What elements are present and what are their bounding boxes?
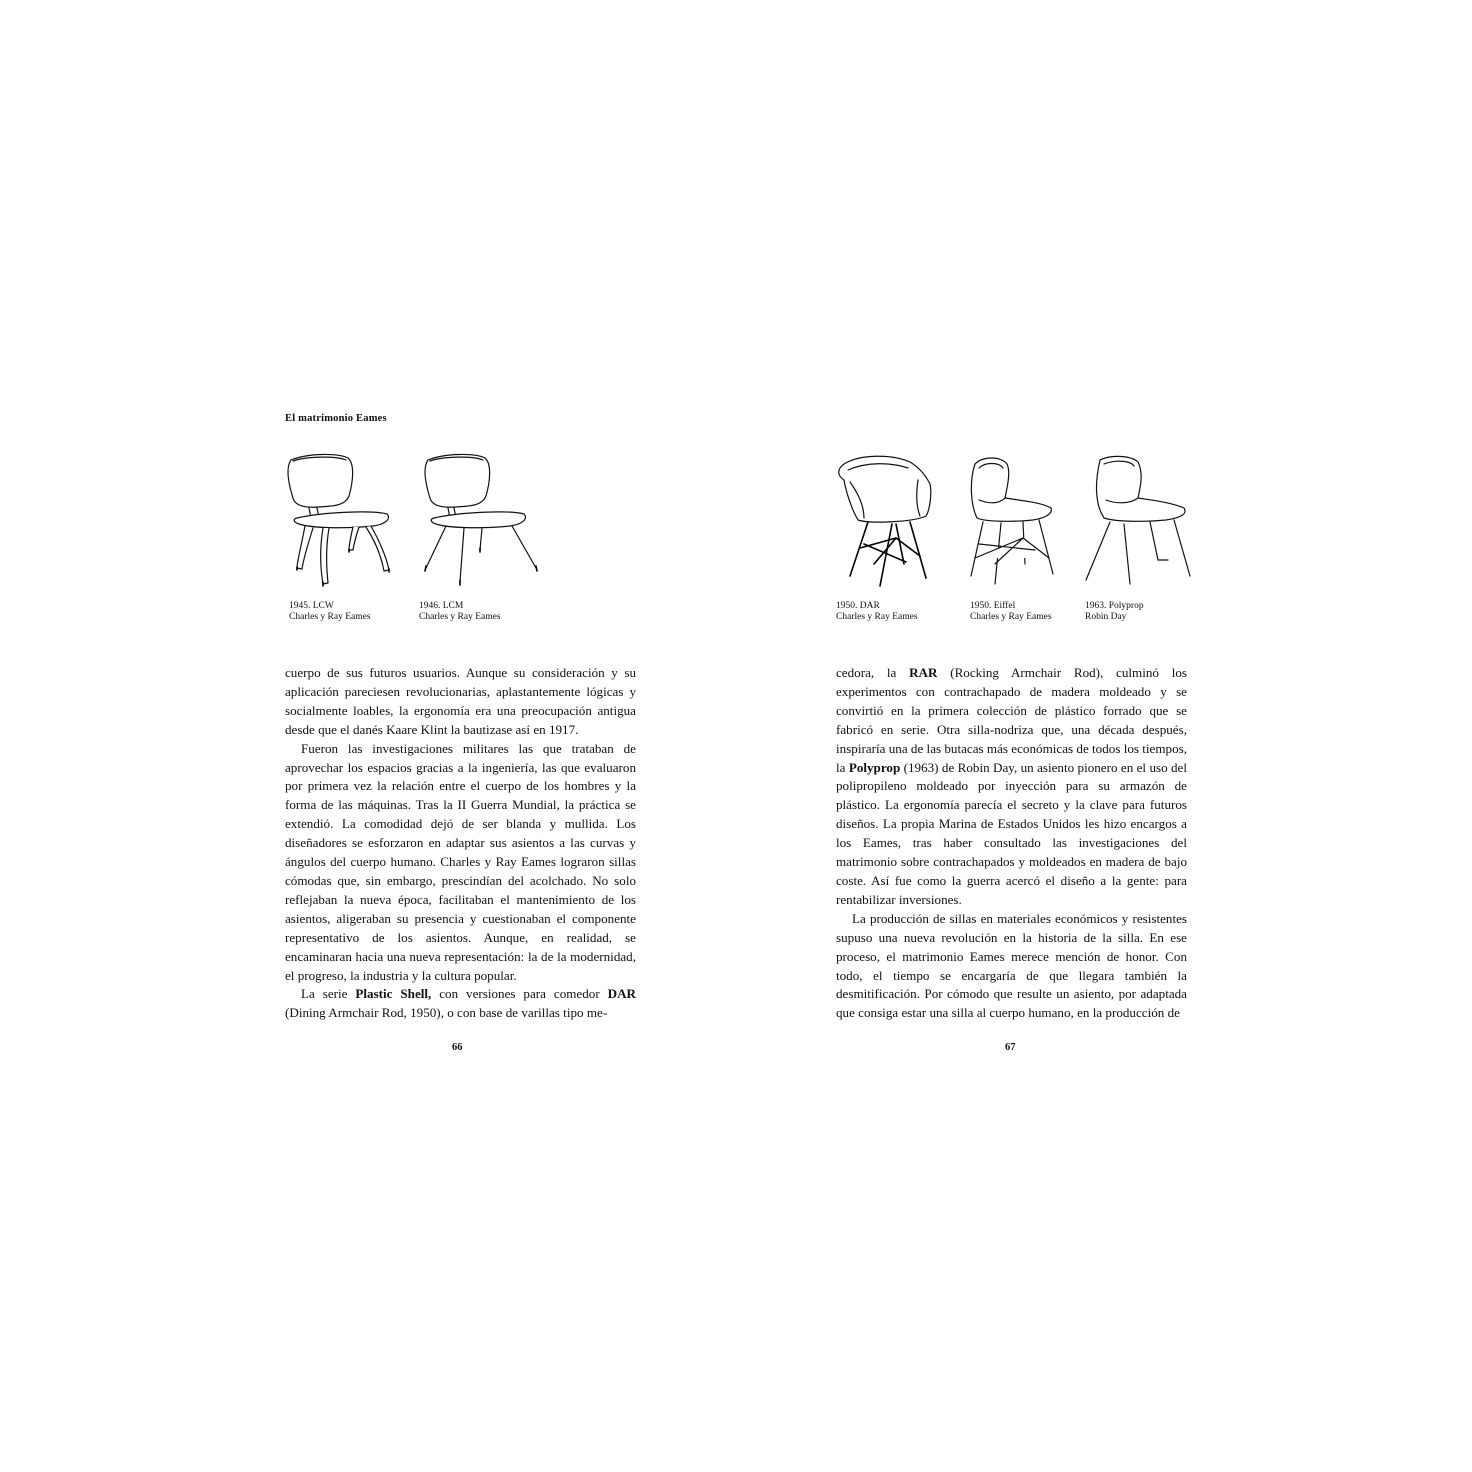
text-run: cedora, la	[836, 665, 910, 680]
text-run: (1963) de Robin Day, un asiento pionero en el uso del polipropileno moldeado por inyección para su armazón de plástico. La ergonomía parecía el secreto y la clave para futuros diseños. La propia Marina de Estados Unidos les hizo encargos a los Eames, tras haber consultado las investigaciones del matrimonio sobre contrachapados y moldeados en madera de bajo coste. Así fue como la guerra acercó el diseño a la gente: para rentabilizar inversiones.	[836, 759, 1187, 907]
caption-designer: Charles y Ray Eames	[970, 612, 1052, 622]
caption-year-model: 1945. LCW	[289, 601, 334, 611]
caption-designer: Charles y Ray Eames	[836, 612, 918, 622]
eiffel-chair-drawing	[965, 452, 1060, 592]
text-run: cuerpo de sus futuros usuarios. Aunque su consideración y su aplicación pareciesen revolucionarias, aplastantemente lógicas y socialmente loables, la ergonomía era una preocupación antigua desde que el danés Kaare Klint la bautizase así en 1917.	[285, 665, 636, 737]
caption-year-model: 1950. Eiffel	[970, 601, 1016, 611]
text-run: La serie	[301, 986, 356, 1002]
bold-term: Plastic Shell,	[355, 986, 432, 1002]
lcm-chair-drawing	[420, 452, 545, 592]
caption-designer: Robin Day	[1085, 612, 1127, 622]
dar-armchair-drawing	[830, 452, 940, 592]
running-head: El matrimonio Eames	[285, 413, 387, 424]
page-number: 66	[452, 1042, 463, 1053]
polyprop-chair-drawing	[1080, 452, 1195, 592]
text-run: Fueron las investigaciones militares las que trataban de aprovechar los espacios gracias a la ingeniería, las que evaluaron por primera vez la relación entre el cuerpo de los hombres y la forma de las máquinas. Tras la II Guerra Mundial, la práctica se extendió. La comodidad dejó de ser blanda y mullida. Los diseñadores se esforzaron en adaptar sus asientos a las curvas y ángulos del cuerpo humano. Charles y Ray Eames lograron sillas cómodas que, sin embargo, prescindían del acolchado. No solo reflejaban la nueva época, facilitaban el mantenimiento de los asientos, aligeraban su presencia y cuestionaban el componente representativo de los asientos. Aunque, en realidad, se encaminaran hacia una nueva representación: la de la modernidad, el progreso, la industria y la cultura popular.	[285, 740, 636, 983]
figure-caption	[419, 601, 501, 623]
bold-term: RAR	[909, 665, 938, 680]
text-run: La producción de sillas en materiales económicos y resistentes supuso una nueva revolución en la historia de la silla. En ese proceso, el matrimonio Eames merece mención de honor. Con todo, el tiempo se encargaría de que llegara también la desmitificación. Por cómodo que resulte un asiento, por adaptada que consiga estar una silla al cuerpo humano, en la producción de	[836, 910, 1187, 1021]
right-body-text	[836, 664, 1187, 1023]
lcw-chair-drawing	[283, 452, 398, 592]
caption-year-model: 1946. LCM	[419, 601, 464, 611]
caption-designer: Charles y Ray Eames	[419, 612, 501, 622]
body-paragraph	[285, 985, 636, 1023]
body-paragraph	[836, 910, 1187, 1023]
caption-year-model: 1963. Polyprop	[1085, 601, 1144, 611]
page-number: 67	[1005, 1042, 1016, 1053]
figure-caption	[836, 601, 918, 623]
figure-caption	[289, 601, 371, 623]
caption-designer: Charles y Ray Eames	[289, 612, 371, 622]
text-run: (Rocking Armchair Rod), culminó los experimentos con contrachapado de madera moldeado y se convirtió en la primera colección de plástico forrado que se fabricó en serie. Otra silla-nodriza que, una década después, inspiraría una de las butacas más económicas de todos los tiempos, la	[836, 665, 1187, 775]
text-run: (Dining Armchair Rod, 1950), o con base de varillas tipo me-	[285, 1005, 608, 1021]
figure-caption	[970, 601, 1052, 623]
figure-caption	[1085, 601, 1144, 623]
text-run: con versiones para comedor	[431, 986, 608, 1002]
body-paragraph	[285, 664, 636, 740]
caption-year-model: 1950. DAR	[836, 601, 880, 611]
bold-term: DAR	[607, 986, 636, 1002]
body-paragraph	[285, 740, 636, 986]
left-body-text	[285, 664, 636, 1023]
body-paragraph	[836, 664, 1187, 910]
bold-term: Polyprop	[848, 759, 901, 775]
